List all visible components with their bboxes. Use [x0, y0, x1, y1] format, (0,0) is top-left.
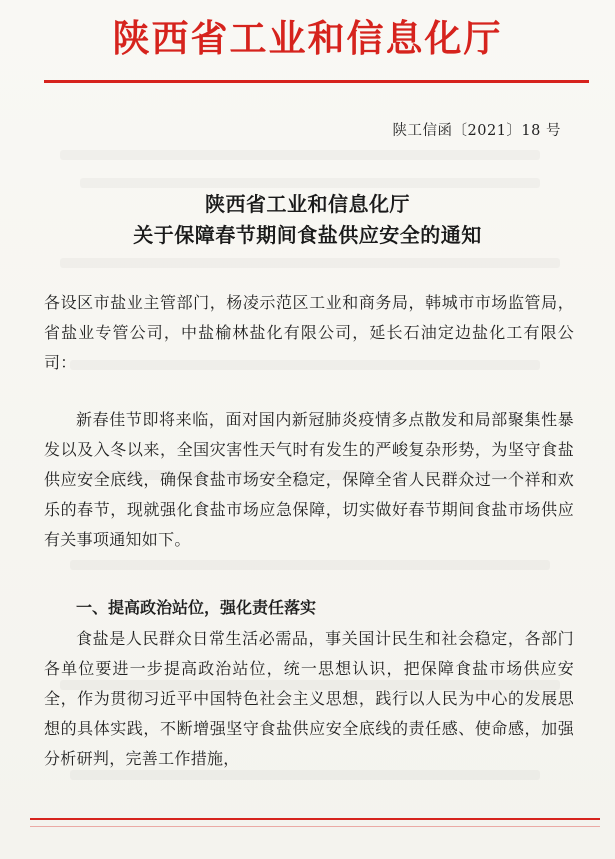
document-number: 陕工信函〔2021〕18 号 — [392, 123, 561, 139]
footer-divider-faint — [30, 826, 600, 827]
footer-divider — [30, 818, 600, 820]
section-heading-1: 一、提高政治站位，强化责任落实 — [76, 598, 317, 617]
org-letterhead: 陕西省工业和信息化厅 — [112, 16, 503, 60]
intro-paragraph: 新春佳节即将来临，面对国内新冠肺炎疫情多点散发和局部聚集性暴发以及入冬以来，全国灾害性天气时有发生的严峻复杂形势，为坚守食盐供应安全底线，确保食盐市场安全稳定，保障全省人民群众过一个祥和欢乐的春节，现就强化食盐市场应急保障，切实做好春节期间食盐市场供应有关事项通知如下。 — [44, 410, 574, 549]
document-title-line1: 陕西省工业和信息化厅 — [205, 192, 410, 216]
document-title-line2: 关于保障春节期间食盐供应安全的通知 — [133, 223, 482, 247]
addressee-paragraph: 各设区市盐业主管部门，杨凌示范区工业和商务局，韩城市市场监管局，省盐业专管公司，中盐榆林盐化有限公司，延长石油定边盐化工有限公司： — [44, 293, 574, 372]
section1-paragraph: 食盐是人民群众日常生活必需品，事关国计民生和社会稳定，各部门各单位要进一步提高政治站位，统一思想认识，把保障食盐市场供应安全，作为贯彻习近平中国特色社会主义思想，践行以人民为中心的发展思想的具体实践，不断增强坚守食盐供应安全底线的责任感、使命感，加强分析研判，完善工作措施， — [44, 629, 574, 768]
letterhead-divider — [44, 80, 589, 83]
